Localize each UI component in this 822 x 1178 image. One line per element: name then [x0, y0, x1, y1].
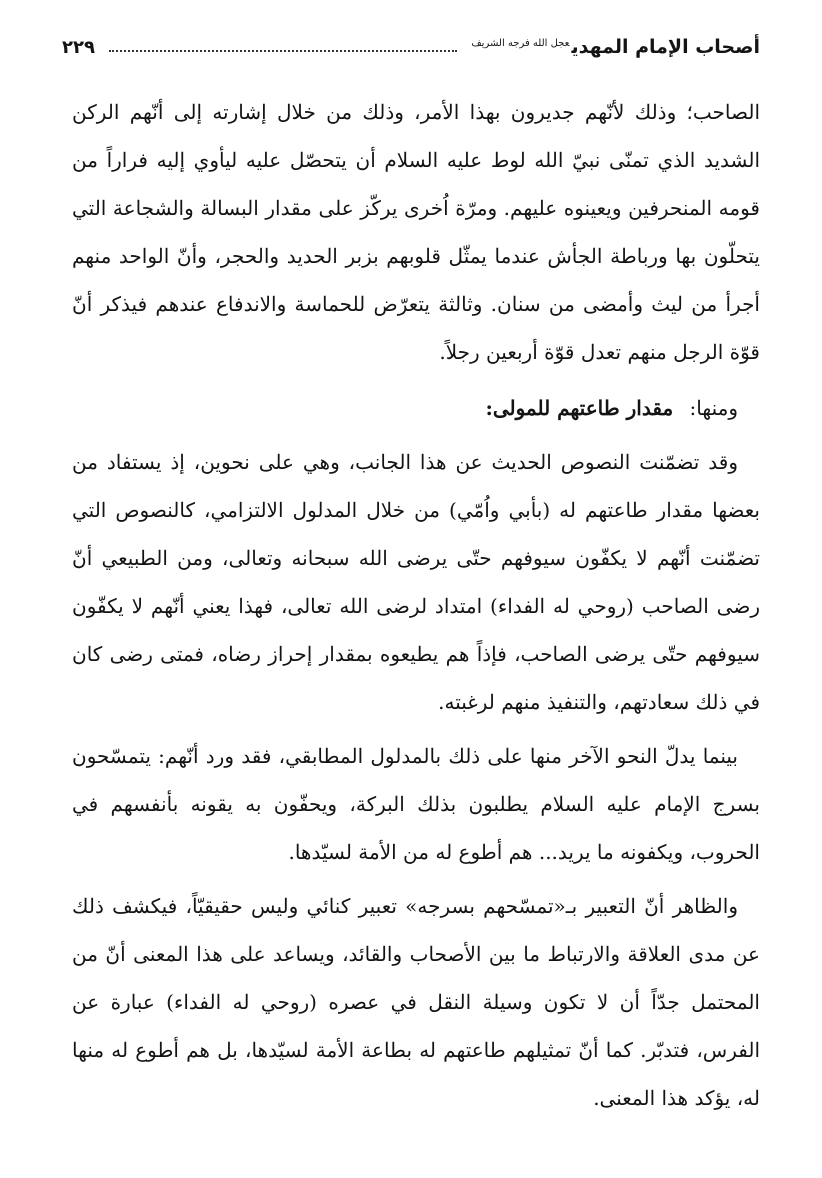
page-header: [62, 30, 760, 64]
paragraph: وقد تضمّنت النصوص الحديث عن هذا الجانب، وهي على نحوين، إذ يستفاد من بعضها مقدار طاعتهم له (بأبي واُمّي) من خلال المدلول الالتزامي، كالنصوص التي تضمّنت أنّهم لا يكفّون سيوفهم حتّى يرضى الله سبحانه وتعالى، ومن الطبيعي أنّ رضى الصاحب (روحي له الفداء) امتداد لرضى الله تعالى، فهذا يعني أنّهم لا يكفّون سيوفهم حتّى يرضى الصاحب، فإذاً هم يطيعوه بمقدار إحراز رضاه، فمتى رضى كان في ذلك سعادتهم، والتنفيذ منهم لرغبته.: [72, 450, 760, 714]
paragraph: والظاهر أنّ التعبير بـ«تمسّحهم بسرجه» تعبير كنائي وليس حقيقيّاً، فيكشف ذلك عن مدى العلاقة والارتباط ما بين الأصحاب والقائد، ويساعد على هذا المعنى أنّ من المحتمل جدّاً أن لا تكون وسيلة النقل في عصره (روحي له الفداء) عبارة عن الفرس، فتدبّر. كما أنّ تمثيلهم طاعتهم له بطاعة الأمة لسيّدها، بل هم أطوع له منها له، يؤكد هذا المعنى.: [72, 894, 760, 1110]
body-text: [72, 88, 760, 1122]
running-title-text: أصحاب الإمام المهدي: [571, 36, 760, 58]
paragraph: بينما يدلّ النحو الآخر منها على ذلك بالمدلول المطابقي، فقد ورد أنّهم: يتمسّحون بسرج الإمام عليه السلام يطلبون بذلك البركة، ويحفّون به يقونه بأنفسهم في الحروب، ويكفونه ما يريد... هم أطوع له من الأمة لسيّدها.: [72, 744, 760, 864]
running-title: [471, 36, 760, 58]
section-heading: [72, 384, 760, 432]
page-number: ٢٢٩: [62, 36, 95, 58]
honorific-mark: عجل الله فرجه الشريف: [471, 37, 570, 49]
section-heading-title: مقدار طاعتهم للمولى:: [485, 396, 674, 420]
section-heading-lead: ومنها:: [689, 396, 738, 420]
paragraph: الصاحب؛ وذلك لأنّهم جديرون بهذا الأمر، وذلك من خلال إشارته إلى أنّهم الركن الشديد الذي تمنّى نبيّ الله لوط عليه السلام أن يتحصّل عليه ليأوي إليه فراراً من قومه المنحرفين ويعينوه عليهم. ومرّة اُخرى يركّز على مقدار البسالة والشجاعة التي يتحلّون بها ورباطة الجأش عندما يمثّل قلوبهم بزبر الحديد والحجر، وأنّ الواحد منهم أجرأ من ليث وأمضى من سنان. وثالثة يتعرّض للحماسة والاندفاع عندهم فيذكر أنّ قوّة الرجل منهم تعدل قوّة أربعين رجلاً.: [72, 100, 760, 364]
dot-leader: [109, 50, 457, 52]
